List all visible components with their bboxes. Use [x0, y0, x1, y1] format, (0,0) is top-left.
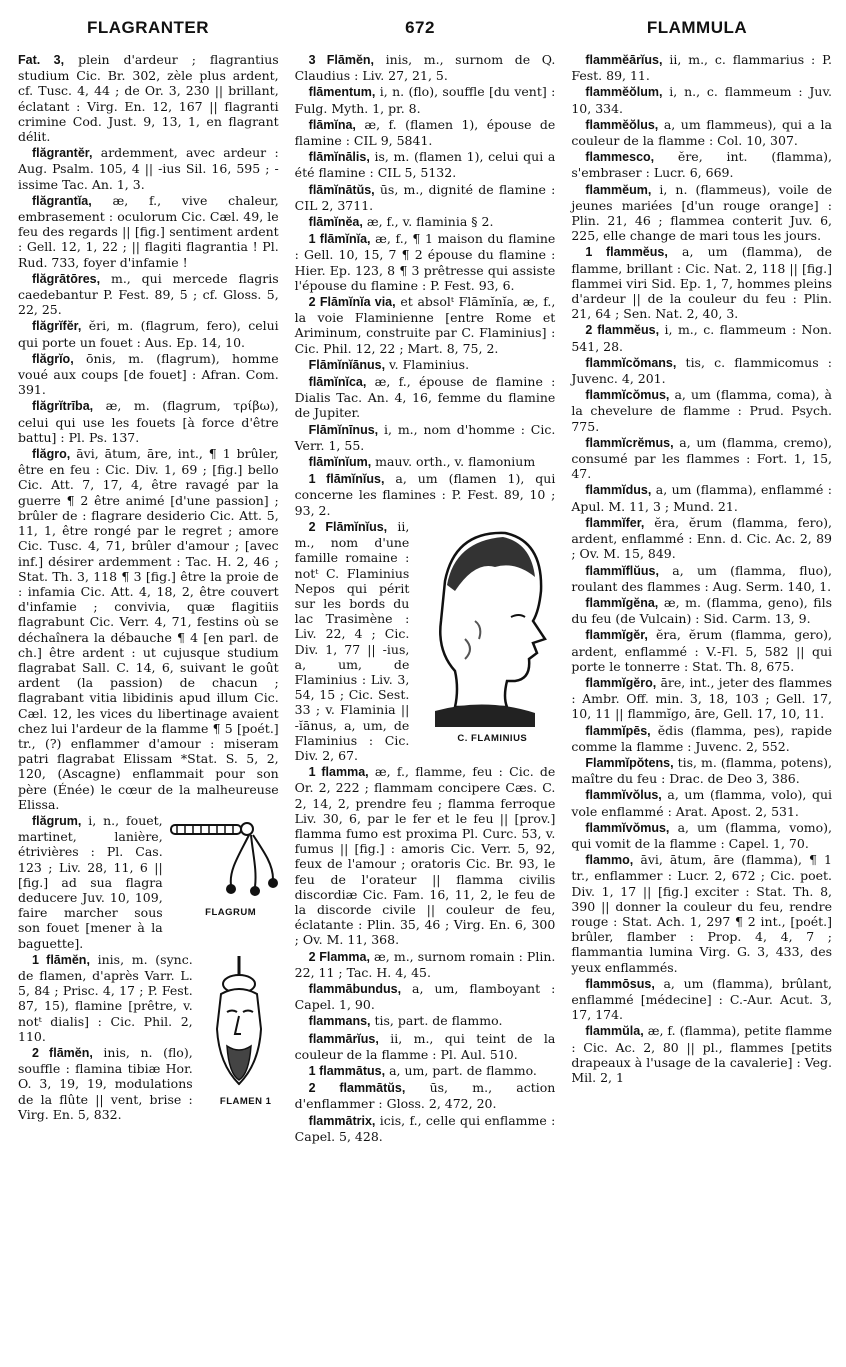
- dictionary-entry: [295, 471, 556, 518]
- entry-definition: æ, m. (flamma, geno), fils du feu (de Vulcain) : Sid. Carm. 13, 9.: [571, 594, 833, 627]
- flaminius-portrait: [415, 521, 555, 746]
- entry-definition: āre, int., jeter des flammes : Ambr. Off. min. 3, 18, 103 ; Gell. 17, 10, 11 || flammĭgo, āre, Gell. 17, 10, 11.: [571, 674, 833, 722]
- column-3: [571, 52, 832, 1145]
- dictionary-entry: [295, 149, 556, 180]
- dictionary-entry: [295, 294, 556, 356]
- entry-definition: plein d'ardeur ; flagrantius studium Cic. Br. 302, zèle plus ardent, cf. Tusc. 4, 44 ; de Or. 3, 230 || brillant, éclatant : Virg. En. 12, 167 || flagranti crimine Cod. Just. 9, 13, 1, en flagrant délit.: [18, 52, 279, 145]
- dictionary-entry: [295, 214, 556, 230]
- entry-definition: a, um (flamma, fluo), roulant des flammes : Aug. Serm. 140, 1.: [571, 562, 833, 594]
- entry-headword: flammesco,: [585, 150, 655, 165]
- entry-headword: flăgrĭo,: [32, 351, 74, 366]
- entry-headword: flammātrix,: [308, 1113, 376, 1128]
- entry-headword: flăgrantĭa,: [32, 193, 92, 208]
- illustration-caption: FLAGRUM: [205, 906, 257, 918]
- entry-definition: āvi, ātum, āre, int., ¶ 1 brûler, être en feu : Cic. Div. 1, 69 ; [fig.] bello Cic. Att. 7, 17, 4, être ravagé par la guerre ¶ 2 être animé [d'une passion] ; brûler de : flagrare desiderio Cic. Att. 5, 11, 1, être rongé par le regret ; amore Cic. Tusc. 4, 71, brûler d'amour ; [avec inf.] désirer ardemment : Tac. H. 2, 46 ; Stat. Th. 3, 118 ¶ 3 [fig.] être la proie de : infamia Cic. Att. 4, 18, 2, être couvert d'infamie ; conviviа, quæ flagitiis flagrabunt Cic. Verr. 4, 71, festins où se déchaînera la débauche ¶ 4 [en parl. de ch.] être ardent : ut cujusque studium flagrabat Sall. C. 14, 6, suivant le goût ardent (la passion) de chacun ; flagrabant vitia libidinis apud illum Cic. Cæl. 12, les vices du libertinage avaient chez lui l'ardeur de la flamme ¶ 5 [poét.] tr., (?) enflammer d'amour : miseram patri flagrabat Elissam *Stat. S. 5, 2, 120, (Ascagne) enflammait pour son père (Énée) le cœur de la malheureuse Elissa.: [18, 446, 279, 812]
- entry-definition: i, n., c. flammeum : Juv. 10, 334.: [571, 84, 833, 116]
- column-2: [295, 52, 556, 1145]
- entry-headword: flammĭflŭus,: [585, 563, 659, 578]
- entry-headword: 2 flammĕus,: [585, 323, 660, 338]
- dictionary-entry: [295, 182, 556, 213]
- entry-headword: flăgro,: [32, 447, 71, 462]
- entry-definition: is, m. (flamen 1), celui qui a été flamine : CIL 5, 5132.: [294, 149, 556, 181]
- entry-headword: 1 flammātus,: [308, 1064, 386, 1078]
- entry-definition: a, um (flamen 1), qui concerne les flamines : P. Fest. 89, 10 ; 93, 2.: [294, 471, 556, 518]
- entry-definition: ūs, m., dignité de flamine : CIL 2, 3711.: [294, 181, 556, 213]
- dictionary-entry: [18, 271, 279, 318]
- dictionary-entry: [295, 374, 556, 421]
- page-header: [18, 18, 832, 44]
- dictionary-entry: [571, 149, 832, 180]
- entry-headword: flammĕārĭus,: [585, 53, 663, 67]
- entry-definition: a, um (flamma, coma), à la chevelure de flamme : Prud. Psych. 775.: [571, 387, 833, 434]
- entry-definition: ĕra, ĕrum (flamma, fero), ardent, enflammé : Enn. d. Cic. Ac. 2, 89 ; Ov. M. 15, 849.: [571, 514, 833, 562]
- entry-definition: æ, m. (flagrum, τρίβω), celui qui use les fouets [à force d'être battu] : Pl. Ps. 137.: [18, 398, 279, 445]
- entry-definition: a, um flammeus), qui a la couleur de la flamme : Col. 10, 307.: [571, 116, 833, 149]
- entry-definition: tis, m. (flamma, potens), maître du feu : Drac. de Deo 3, 386.: [571, 754, 833, 787]
- entry-headword: flāmĭnĭca,: [308, 375, 367, 390]
- dictionary-entry: [295, 1031, 556, 1062]
- entry-headword: flăgrātōres,: [32, 271, 101, 286]
- entry-definition: ii, m., qui teint de la couleur de la flamme : Pl. Aul. 510.: [294, 1030, 556, 1062]
- entry-definition: a, um (flamma), enflammé : Apul. M. 11, 3 ; Mund. 21.: [571, 482, 833, 514]
- entry-headword: 3 Flāmĕn,: [308, 53, 375, 67]
- entry-headword: flammĭcŏmus,: [585, 388, 670, 403]
- entry-definition: æ, m., surnom romain : Plin. 22, 11 ; Tac. H. 4, 45.: [294, 948, 556, 980]
- dictionary-entry: [295, 1063, 556, 1079]
- dictionary-entry: [295, 1113, 556, 1144]
- entry-headword: 2 Flāmĭnĭus,: [308, 519, 388, 534]
- dictionary-entry: [571, 675, 832, 722]
- dictionary-entry: [295, 422, 556, 453]
- flamen-illustration: [199, 954, 279, 1109]
- entry-definition: tis, c. flammicomus : Juvenc. 4, 201.: [571, 354, 833, 387]
- dictionary-entry: [571, 387, 832, 434]
- entry-headword: flammĕŏlum,: [585, 85, 663, 100]
- entry-definition: a, um (flamma), brûlant, enflammé [médecine] : C.-Aur. Acut. 3, 17, 174.: [571, 975, 833, 1023]
- entry-headword: Flāmĭnĭānus,: [308, 357, 386, 372]
- entry-definition: æ, f., flamme, feu : Cic. de Or. 2, 222 ; flammam concipere Cæs. C. 2, 14, 2, prendre feu ; flamma ferroque Liv. 30, 6, par le fer et le feu || [prov.] flamma fumo est proxima Pl. Curc. 53, v. fumus || [fig.] : amoris Cic. Verr. 5, 92, feux de l'amour ; oratoris Cic. Br. 93, le feu de l'orateur || flamma civilis discordiæ Cic. Fam. 16, 11, 2, le feu de la discorde civile || couleur de feu, éclatante : Plin. 35, 46 ; Virg. En. 6, 300 ; Ov. M. 11, 368.: [294, 764, 556, 948]
- dictionary-entry: [18, 446, 279, 812]
- entry-definition: icis, f., celle qui enflamme : Capel. 5, 428.: [294, 1112, 556, 1144]
- entry-headword: flăgrĭtrība,: [32, 399, 94, 414]
- entry-definition: i, n. (flo), souffle [du vent] : Fulg. Myth. 1, pr. 8.: [294, 84, 556, 116]
- entry-definition: æ, f., vive chaleur, embrasement : oculorum Cic. Cæl. 49, le feu des regards || [fig.] sentiment ardent : Gell. 12, 1, 22 ; || flagiti flagrantia ! Pl. Rud. 733, foyer d'infamie !: [18, 192, 279, 270]
- entry-definition: mauv. orth., v. flamonium: [371, 454, 536, 470]
- entry-definition: æ, f. (flamen 1), épouse de flamine : CIL 9, 5841.: [294, 116, 556, 149]
- entry-definition: ōnis, m. (flagrum), homme voué aux coups [de fouet] : Afran. Com. 391.: [18, 350, 279, 398]
- entry-headword: flammĭvŏlus,: [585, 788, 662, 803]
- dictionary-entry: [295, 764, 556, 947]
- entry-definition: i, n., fouet, martinet, lanière, étrivières : Pl. Cas. 123 ; Liv. 28, 11, 6 || [fig.] ad sua flagra deducere Juv. 10, 109, faire marcher sous son fouet [mener à la baguette].: [18, 812, 163, 951]
- dictionary-entry: [571, 482, 832, 513]
- entry-headword: flammĭcŏmans,: [585, 355, 677, 370]
- entry-definition: æ, f. (flamma), petite flamme : Cic. Ac. 2, 80 || pl., flammes [petits drapeaux à l'usage de la cavalerie] : Veg. Mil. 2, 1: [571, 1023, 833, 1085]
- dictionary-entry: [18, 351, 279, 398]
- entry-headword: flammĕŏlus,: [585, 117, 659, 132]
- dictionary-entry: [571, 52, 832, 83]
- entry-headword: flammĭfer,: [585, 515, 645, 530]
- entry-headword: flammĭpēs,: [585, 723, 651, 738]
- dictionary-entry: [295, 981, 556, 1012]
- entry-definition: a, um (flamma, vomo), qui vomit de la flamme : Capel. 1, 70.: [571, 819, 833, 851]
- entry-headword: flammĭgĕna,: [585, 595, 659, 610]
- entry-definition: āvi, ātum, āre (flamma), ¶ 1 tr., enflammer : Lucr. 2, 672 ; Cic. poet. Div. 1, 17 || [fig.] exciter : Stat. Th. 8, 390 || donner la couleur du feu, rendre rouge : Stat. Ach. 1, 297 ¶ 2 int., [poét.] brûler, flamber : Prop. 4, 4, 7 ; flammantia lumina Virg. G. 3, 433, des yeux enflammés.: [571, 852, 833, 975]
- dictionary-entry: [571, 820, 832, 851]
- entry-headword: flammābundus,: [308, 981, 402, 996]
- entry-headword: flammārĭus,: [308, 1031, 379, 1046]
- dictionary-entry: [295, 1013, 556, 1029]
- entry-definition: i, n. (flammeus), voile de jeunes mariées [d'un rouge orange] : Plin. 21, 46 ; flammea conterit Juv. 6, 225, elle change de mari tous les jours.: [571, 181, 833, 244]
- entry-headword: 1 flamma,: [308, 765, 369, 780]
- entry-definition: ĕra, ĕrum (flamma, gero), ardent, enflammé : V.-Fl. 5, 582 || qui porte le tonnerre : Stat. Th. 8, 675.: [571, 627, 833, 674]
- entry-headword: 1 flāmĭnĭa,: [308, 232, 371, 247]
- entry-definition: v. Flaminius.: [385, 356, 470, 372]
- dictionary-entry: [18, 145, 279, 192]
- entry-headword: flāmentum,: [308, 85, 376, 100]
- dictionary-entry: [18, 52, 279, 144]
- dictionary-entry: [295, 52, 556, 83]
- entry-headword: flammo,: [585, 853, 634, 868]
- entry-definition: i, m., nom d'homme : Cic. Verr. 1, 55.: [294, 421, 556, 453]
- entry-definition: inis, m. (sync. de flamen, d'après Varr. L. 5, 84 ; Prisc. 4, 17 ; P. Fest. 87, 15), flamine [prêtre, v. notᵗ dialis] : Cic. Phil. 2, 110.: [18, 951, 193, 1044]
- entry-definition: æ, f., ¶ 1 maison du flamine : Gell. 10, 15, 7 ¶ 2 épouse du flamine : Hier. Ep. 123, 8 ¶ 3 prêtresse qui assiste l'épouse du flamine : P. Fest. 93, 6.: [294, 231, 556, 293]
- dictionary-entry: [295, 357, 556, 373]
- page-number: 672: [405, 18, 435, 37]
- dictionary-entry: [571, 244, 832, 321]
- dictionary-entry: [571, 435, 832, 482]
- entry-headword: 2 flammātŭs,: [308, 1081, 406, 1096]
- entry-headword: 1 flāmĭnĭus,: [308, 472, 385, 487]
- entry-headword: Flammĭpŏtens,: [585, 755, 674, 770]
- dictionary-entry: [571, 755, 832, 786]
- illustration-caption: FLAMEN 1: [219, 1095, 272, 1107]
- entry-definition: ĕri, m. (flagrum, fero), celui qui porte un fouet : Aus. Ep. 14, 10.: [18, 318, 279, 350]
- dictionary-entry: [571, 852, 832, 975]
- dictionary-entry: [571, 515, 832, 562]
- dictionary-entry: [571, 1023, 832, 1085]
- dictionary-entry: [295, 1080, 556, 1111]
- dictionary-entry: [571, 322, 832, 353]
- dictionary-entry: [571, 787, 832, 818]
- entry-headword: 2 Flāmĭnĭa via,: [308, 295, 396, 310]
- entry-headword: flammĕum,: [585, 182, 652, 197]
- column-1: [18, 52, 279, 1145]
- dictionary-entry: [571, 355, 832, 386]
- entry-definition: m., qui mercede flagris caedebantur P. Fest. 89, 5 ; cf. Gloss. 5, 22, 25.: [18, 270, 279, 318]
- entry-definition: a, um (flamma), de flamme, brillant : Cic. Nat. 2, 118 || [fig.] flammei viri Sid. Ep. 1, 7, hommes pleins d'ardeur || de la couleur du feu : Plin. 21, 64 ; Sen. Nat. 2, 40, 3.: [571, 244, 833, 322]
- dictionary-entry: [571, 117, 832, 148]
- entry-definition: a, um, flamboyant : Capel. 1, 90.: [294, 980, 556, 1013]
- entry-headword: flāmĭnātŭs,: [308, 182, 375, 197]
- dictionary-entry: [295, 84, 556, 115]
- dictionary-entry: [571, 723, 832, 754]
- entry-headword: flammōsus,: [585, 976, 655, 991]
- dictionary-entry: [571, 595, 832, 626]
- dictionary-entry: [18, 318, 279, 349]
- columns: [18, 52, 832, 1145]
- dictionary-entry: [571, 563, 832, 594]
- dictionary-entry: [571, 627, 832, 674]
- dictionary-entry: [295, 117, 556, 148]
- entry-definition: a, um (flamma, volo), qui vole enflammé : Arat. Apost. 2, 531.: [571, 787, 833, 819]
- entry-headword: 2 Flamma,: [308, 949, 370, 964]
- dictionary-entry: [571, 182, 832, 244]
- entry-headword: flammŭla,: [585, 1024, 644, 1039]
- entry-headword: flăgrum,: [32, 813, 82, 828]
- entry-headword: flammĭdus,: [585, 483, 652, 498]
- entry-definition: ii, m., nom d'une famille romaine : notᵗ C. Flaminius Nepos qui périt sur les bords du lac Trasimène : Liv. 22, 4 ; Cic. Div. 1, 77 || -ius, a, um, de Flaminius : Liv. 3, 54, 15 ; Cic. Sest. 33 ; v. Flaminia || -ĭānus, a, um, de Flaminius : Cic. Div. 2, 67.: [294, 518, 410, 763]
- entry-headword: flammĭcrĕmus,: [585, 435, 674, 450]
- entry-headword: flāmĭnālis,: [308, 150, 370, 165]
- header-left-guideword: FLAGRANTER: [86, 18, 210, 37]
- entry-headword: flammans,: [308, 1014, 371, 1029]
- entry-headword: Flāmĭnīnus,: [308, 422, 379, 437]
- entry-headword: flăgrantĕr,: [32, 146, 93, 161]
- entry-definition: æ, f., v. flaminia § 2.: [362, 214, 494, 230]
- entry-definition: ardemment, avec ardeur : Aug. Psalm. 105, 4 || -ius Sil. 16, 595 ; -issime Tac. An. 1, 3.: [18, 145, 279, 192]
- entry-headword: flăgrĭfĕr,: [32, 319, 82, 334]
- entry-definition: i, m., c. flammeum : Non. 541, 28.: [571, 322, 832, 354]
- entry-headword: 2 flāmĕn,: [32, 1046, 93, 1060]
- entry-headword: flāmĭnĕa,: [308, 215, 363, 230]
- entry-headword: Fat. 3,: [18, 53, 65, 67]
- entry-definition: a, um (flamma, cremo), consumé par les flammes : Fort. 1, 15, 47.: [571, 434, 833, 482]
- dictionary-entry: [295, 454, 556, 470]
- dictionary-entry: [295, 231, 556, 293]
- dictionary-entry: [295, 949, 556, 980]
- entry-definition: et absolᵗ Flāmĭnĭa, æ, f., la voie Flaminienne [entre Rome et Ariminum, construite par C. Flaminius] : Cic. Phil. 12, 22 ; Mart. 8, 75, 2.: [294, 294, 556, 356]
- dictionary-entry: [571, 976, 832, 1023]
- flagrum-illustration: [169, 815, 279, 920]
- entry-definition: ūs, m., action d'enflammer : Gloss. 2, 472, 20.: [294, 1080, 556, 1112]
- dictionary-entry: [18, 398, 279, 445]
- dictionary-entry: [295, 519, 556, 763]
- entry-definition: ĕre, int. (flamma), s'embraser : Lucr. 6, 669.: [571, 149, 833, 181]
- entry-definition: a, um, part. de flammo.: [385, 1063, 537, 1078]
- dictionary-entry: [571, 84, 832, 115]
- entry-headword: 1 flāmĕn,: [32, 952, 90, 967]
- entry-headword: flāmĭna,: [308, 117, 356, 132]
- entry-definition: ii, m., c. flammarius : P. Fest. 89, 11.: [571, 52, 833, 84]
- entry-definition: tis, part. de flammo.: [370, 1013, 503, 1029]
- entry-headword: flammĭvŏmus,: [585, 820, 670, 835]
- entry-headword: flammĭgĕr,: [585, 628, 648, 643]
- header-right-guideword: FLAMMULA: [646, 18, 748, 37]
- dictionary-entry: [18, 193, 279, 270]
- entry-definition: ĕdis (flamma, pes), rapide comme la flamme : Juvenc. 2, 552.: [571, 722, 833, 754]
- entry-headword: flammĭgĕro,: [585, 675, 657, 690]
- entry-definition: æ, f., épouse de flamine : Dialis Tac. An. 4, 16, femme du flamine de Jupiter.: [294, 374, 556, 421]
- entry-definition: inis, m., surnom de Q. Claudius : Liv. 27, 21, 5.: [294, 52, 556, 84]
- entry-headword: 1 flammĕus,: [585, 245, 668, 260]
- illustration-caption: C. FLAMINIUS: [457, 732, 528, 744]
- entry-definition: inis, n. (flo), souffle : flamina tibiæ Hor. O. 3, 19, 19, modulations de la flûte || vent, brise : Virg. En. 5, 832.: [18, 1045, 193, 1122]
- dictionary-entry: [18, 813, 279, 951]
- entry-headword: flāmĭnĭum,: [308, 455, 372, 470]
